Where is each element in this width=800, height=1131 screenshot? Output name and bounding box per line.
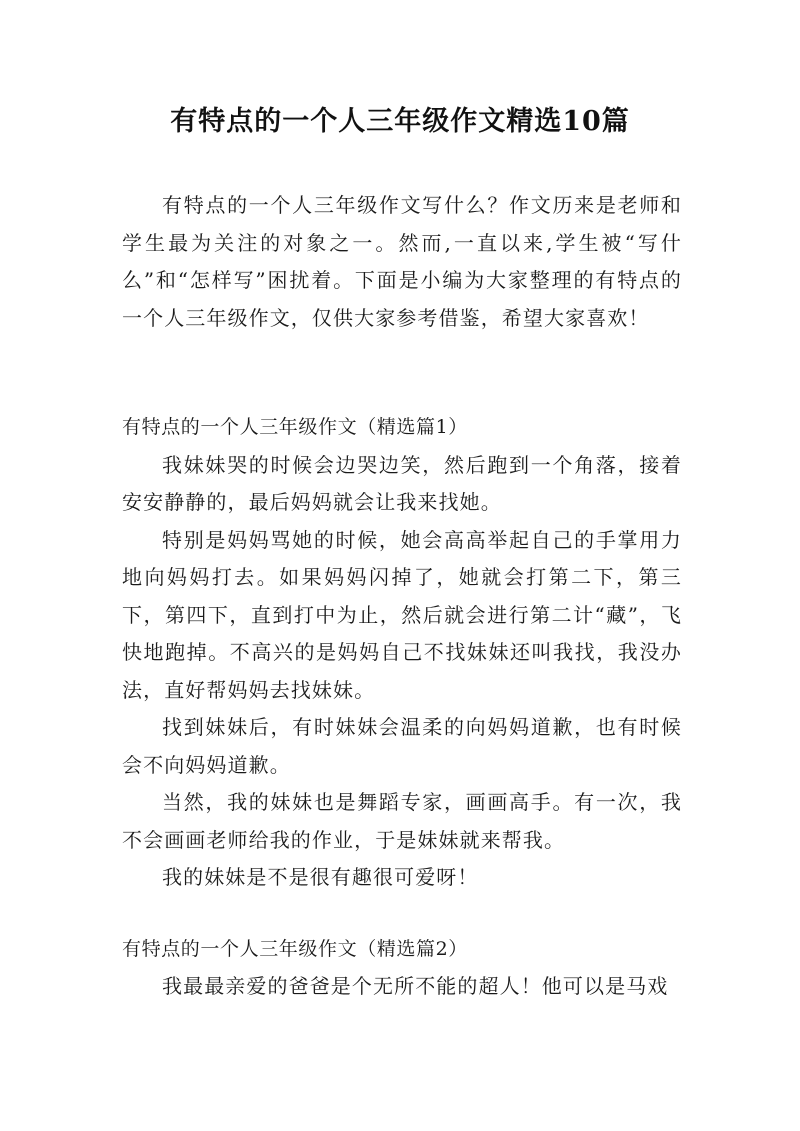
essay-paragraph: 我最最亲爱的爸爸是个无所不能的超人！他可以是马戏 [162, 974, 669, 998]
intro-paragraph: 有特点的一个人三年级作文写什么？作文历来是老师和学生最为关注的对象之一。然而,一直以来,学生被“写什么”和“怎样写”困扰着。下面是小编为大家整理的有特点的一个人三年级作文，仅供大家参考借鉴，希望大家喜欢！ [122, 193, 682, 330]
essay-section-2 [122, 931, 682, 1006]
essay-paragraph: 我的妹妹是不是很有趣很可爱呀！ [162, 865, 479, 889]
essay-paragraph: 当然，我的妹妹也是舞蹈专家，画画高手。有一次，我不会画画老师给我的作业，于是妹妹就来帮我。 [122, 790, 682, 852]
document-body [122, 187, 682, 1006]
section-heading: 有特点的一个人三年级作文（精选篇1） [122, 416, 468, 438]
page-title: 有特点的一个人三年级作文精选10篇 [170, 106, 630, 137]
essay-paragraph: 我妹妹哭的时候会边哭边笑，然后跑到一个角落，接着安安静静的，最后妈妈就会让我来找她。 [122, 452, 682, 514]
essay-paragraph: 找到妹妹后，有时妹妹会温柔的向妈妈道歉，也有时候会不向妈妈道歉。 [122, 715, 682, 777]
essay-paragraph: 特别是妈妈骂她的时候，她会高高举起自己的手掌用力地向妈妈打去。如果妈妈闪掉了，她就会打第二下，第三下，第四下，直到打中为止，然后就会进行第二计“藏”，飞快地跑掉。不高兴的是妈妈自己不找妹妹还叫我找，我没办法，直好帮妈妈去找妹妹。 [122, 527, 682, 702]
essay-section-1 [122, 409, 682, 897]
section-heading: 有特点的一个人三年级作文（精选篇2） [122, 937, 468, 960]
